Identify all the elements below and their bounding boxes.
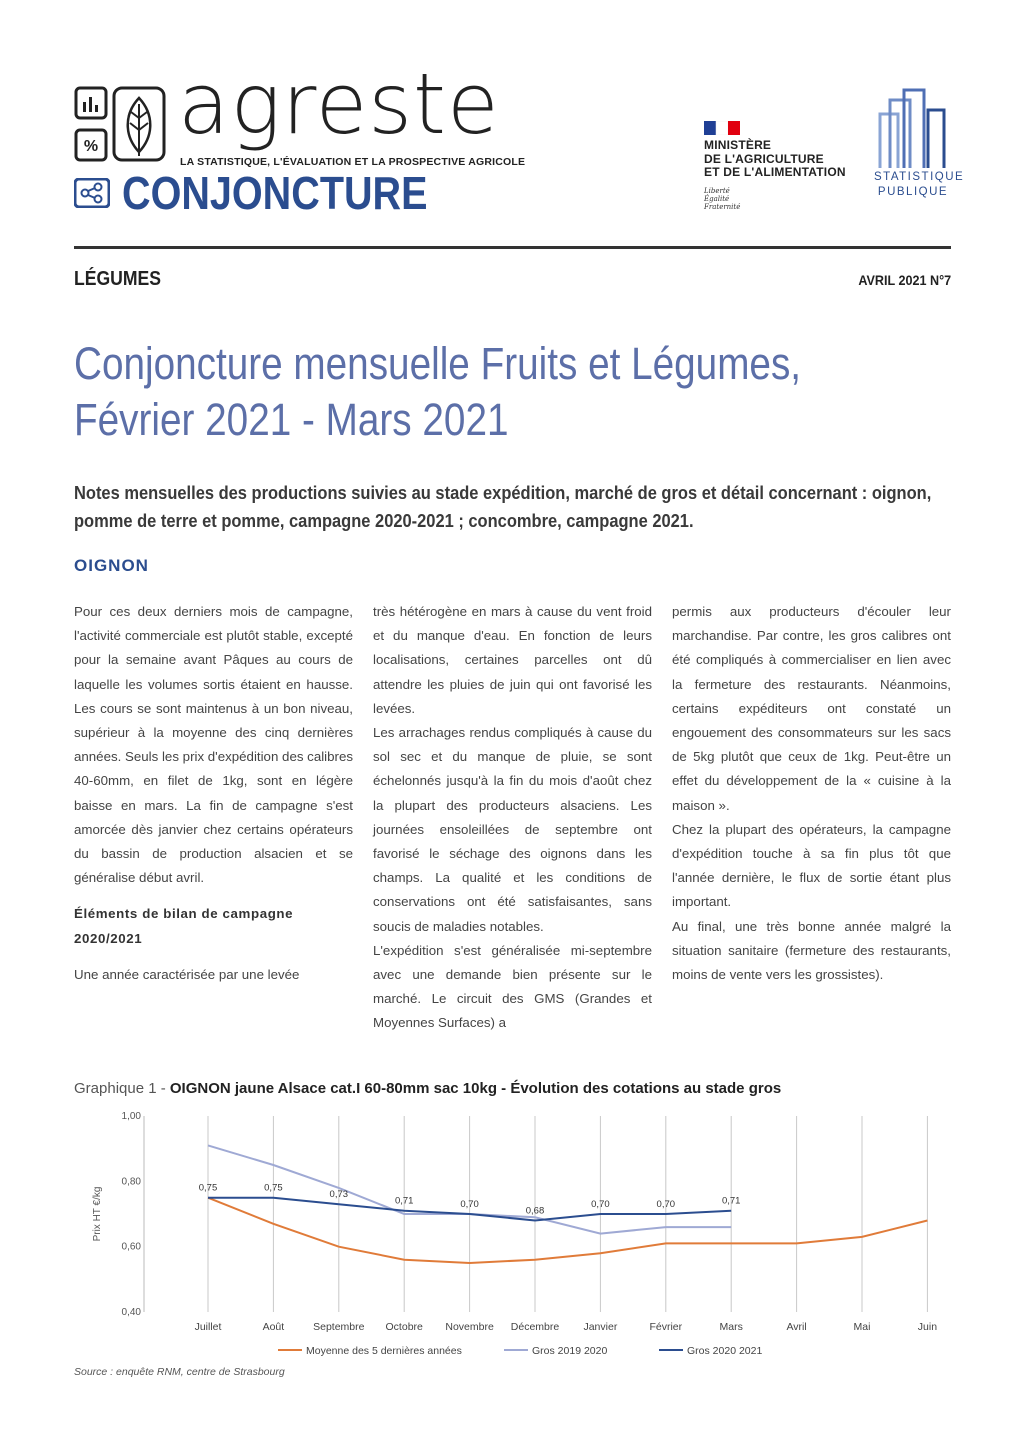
x-tick-label: Février [649,1321,683,1333]
chart-caption: Graphique 1 - OIGNON jaune Alsace cat.I 60-80mm sac 10kg - Évolution des cotations au stade gros [74,1080,782,1097]
data-label: 0,70 [460,1199,479,1210]
data-label: 0,71 [394,1195,414,1207]
lead-paragraph: Notes mensuelles des productions suivies au stade expédition, marché de gros et détail concernant : oignon, pomme de terre et pomme, campagne 2020-2021 ; concombre, campagne 2021. [74,482,932,531]
paragraph: Pour ces deux derniers mois de campagne, l'activité commerciale est plutôt stable, excepté pour la semaine avant Pâques au cours de laquelle les volumes sortis étaient en hausse. Les cours se sont maintenus à un bon niveau, supérieur à la moyenne des cinq dernières années. Seuls les prix d'expédition des calibres 40-60mm, en filet de 1kg, sont en légère baisse en mars. La fin de campagne s'est amorcée dès janvier chez certains opérateurs du bassin de production alsacien et se généralise début avril. [74,604,353,886]
legend-label: Gros 2019 2020 [532,1345,608,1357]
paragraph: Chez la plupart des opérateurs, la campagne d'expédition touche à sa fin plus tôt que l'année dernière, le flux de sortie étant plus important. [672,821,951,910]
x-tick-label: Avril [786,1321,807,1333]
paragraph: permis aux producteurs d'écouler leur marchandise. Par contre, les gros calibres ont été compliqués à commercialiser en lien avec la fermeture des restaurants. Néanmoins, certains expéditeurs ont constaté un engouement des consommateurs sur les sacs de 5kg plutôt que ceux de 1kg. Peut-être un effet du développement de la « cuisine à la maison ». [672,604,951,813]
source-note: Source : enquête RNM, centre de Strasbourg [74,1366,285,1378]
paragraph: Les arrachages rendus compliqués à cause du sol sec et du manque de pluie, se sont échelonnés jusqu'à la fin du mois d'août chez la plupart des producteurs alsaciens. Les journées ensoleillées de septembre ont favorisé le séchage des oignons dans les champs. La qualité et les conditions de conservations ont été satisfaisantes, sans soucis de maladies notables. [373,725,652,934]
y-tick-label: 0,40 [121,1307,141,1318]
x-tick-label: Janvier [583,1321,618,1333]
section-heading: OIGNON [74,556,149,575]
x-tick-label: Mai [853,1321,871,1333]
x-tick-label: Septembre [313,1321,365,1333]
republic-motto: Liberté Égalité Fraternité [704,187,741,211]
statistique-publique-text: STATISTIQUE PUBLIQUE [874,171,965,198]
paragraph: très hétérogène en mars à cause du vent froid et du manque d'eau. En fonction de leurs localisations, certaines parcelles ont dû attendre les pluies de juin qui ont favorisé les levées. [373,604,652,716]
data-label: 0,70 [591,1199,610,1210]
publication-name: CONJONCTURE [122,167,428,219]
marianne-flag-icon [704,121,740,135]
agreste-logo-icons [74,86,170,166]
data-label: 0,73 [329,1189,349,1201]
legend-label: Gros 2020 2021 [687,1345,763,1357]
brand-tagline: LA STATISTIQUE, L'ÉVALUATION ET LA PROSPECTIVE AGRICOLE [180,156,526,168]
issue-label: AVRIL 2021 N°7 [858,272,951,288]
data-label: 0,71 [721,1195,741,1207]
paragraph: L'expédition s'est généralisée mi-septembre avec une demande bien présente sur le marché. Le circuit des GMS (Grandes et Moyennes Surfaces) a [373,942,652,1031]
x-tick-label: Juillet [194,1321,222,1333]
data-label: 0,68 [525,1205,545,1217]
y-axis-label: Prix HT €/kg [92,1186,103,1242]
svg-text:%: % [83,138,99,155]
text-column-2 [373,600,652,1036]
subheading: Éléments de bilan de campagne 2020/2021 [74,906,294,946]
header-rule [74,246,951,249]
data-label: 0,75 [264,1182,283,1194]
section-label: LÉGUMES [74,268,162,290]
paragraph: Une année caractérisée par une levée [74,966,300,982]
y-tick-label: 0,60 [121,1241,141,1253]
y-tick-label: 1,00 [121,1111,141,1122]
page-title: Conjoncture mensuelle Fruits et Légumes, Février 2021 - Mars 2021 [74,338,802,445]
x-tick-label: Octobre [385,1321,423,1333]
text-column-1 [74,600,353,987]
x-tick-label: Mars [719,1321,743,1333]
brand-name: agreste [178,55,500,153]
legend-label: Moyenne des 5 dernières années [306,1345,462,1357]
data-label: 0,75 [198,1182,218,1194]
statistique-publique-logo-icon [876,88,948,172]
network-icon [74,178,110,208]
paragraph: Au final, une très bonne année malgré la situation sanitaire (fermeture des restaurants, moins de vente vers les grossistes). [672,918,951,983]
x-tick-label: Décembre [510,1321,560,1333]
y-tick-label: 0,80 [121,1176,141,1188]
data-label: 0,70 [656,1199,676,1210]
x-tick-label: Août [262,1321,285,1333]
x-tick-label: Novembre [445,1321,494,1333]
x-tick-label: Juin [917,1321,938,1333]
text-column-3 [672,600,951,987]
price-line-chart [74,1104,954,1366]
ministry-name: MINISTÈRE DE L'AGRICULTURE ET DE L'ALIMENTATION [704,138,846,179]
